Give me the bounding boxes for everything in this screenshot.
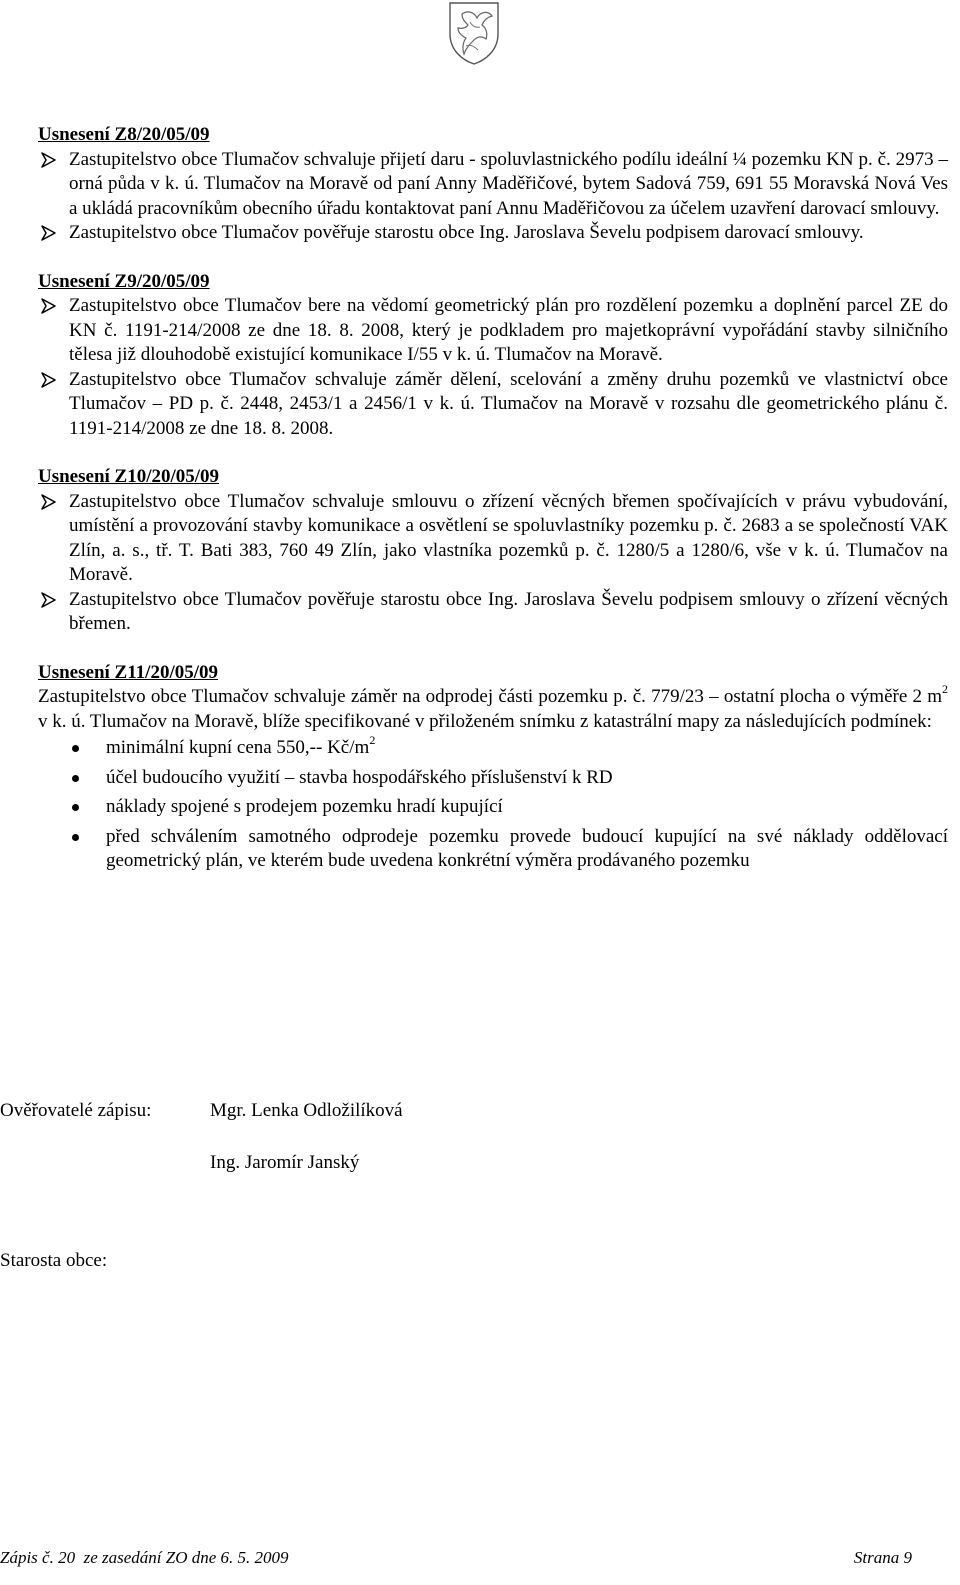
list-item — [38, 766, 948, 791]
arrow-bullet-icon — [38, 368, 62, 392]
mayor-label: Starosta obce: — [0, 1250, 108, 1271]
conditions-list — [38, 732, 948, 874]
resolution-heading: Usnesení Z9/20/05/09 — [38, 270, 210, 292]
resolution-item — [38, 588, 948, 637]
resolution-z8 — [38, 123, 948, 246]
resolution-item-text: Zastupitelstvo obce Tlumačov schvaluje smlouvu o zřízení věcných břemen spočívajících v právu vybudování, umístění a provozování stavby komunikace a osvětlení se spoluvlastníky pozemku p. č. 2683 a se společností VAK Zlín, a. s., tř. T. Bati 383, 760 49 Zlín, jako vlastníka pozemků p. č. 1280/5 a 1280/6, vše v k. ú. Tlumačov na Moravě. — [69, 490, 948, 585]
footer-minutes-info: Zápis č. 20 ze zasedání ZO dne 6. 5. 2009 — [0, 1548, 289, 1567]
resolution-heading: Usnesení Z8/20/05/09 — [38, 124, 210, 145]
verifier-name: Mgr. Lenka Odložilíková — [210, 1100, 403, 1121]
bullet-dot-icon — [72, 775, 79, 782]
bullet-dot-icon — [72, 745, 79, 752]
bullet-dot-icon — [72, 804, 79, 811]
arrow-bullet-icon — [38, 294, 62, 318]
arrow-bullet-icon — [38, 221, 62, 245]
arrow-bullet-icon — [38, 490, 62, 514]
resolution-item — [38, 148, 948, 222]
arrow-bullet-icon — [38, 588, 62, 612]
list-item — [38, 825, 948, 874]
resolution-item-text: Zastupitelstvo obce Tlumačov pověřuje starostu obce Ing. Jaroslava Ševelu podpisem smlouvy o zřízení věcných břemen. — [69, 588, 948, 634]
paragraph-text-a: Zastupitelstvo obce Tlumačov schvaluje záměr na odprodej části pozemku p. č. 779/23 – ostatní plocha o výměře 2 m — [38, 686, 942, 707]
paragraph-text-b: v k. ú. Tlumačov na Moravě, blíže specifikované v přiloženém snímku z katastrální mapy za následujících podmínek: — [38, 710, 932, 732]
superscript: 2 — [942, 681, 948, 696]
list-item — [38, 795, 948, 820]
coat-of-arms-logo — [444, 0, 504, 66]
resolution-z9 — [38, 270, 948, 442]
resolution-z10 — [38, 465, 948, 637]
resolution-item — [38, 368, 948, 442]
resolution-item-text: Zastupitelstvo obce Tlumačov bere na vědomí geometrický plán pro rozdělení pozemku a doplnění parcel ZE do KN č. 1191-214/2008 ze dne 18. 8. 2008, který je podkladem pro majetkoprávní vypořádání stavby silničního tělesa již dlouhodobě existující komunikace I/55 v k. ú. Tlumačov na Moravě. — [69, 295, 948, 365]
resolution-item — [38, 294, 948, 368]
resolution-item-text: Zastupitelstvo obce Tlumačov schvaluje záměr dělení, scelování a změny druhu pozemků ve vlastnictví obce Tlumačov – PD p. č. 2448, 2453/1 a 2456/1 v k. ú. Tlumačov na Moravě v rozsahu dle geometrického plánu č. 1191-214/2008 ze dne 18. 8. 2008. — [69, 368, 948, 439]
list-item-text: náklady spojené s prodejem pozemku hradí kupující — [106, 796, 503, 817]
arrow-bullet-icon — [38, 148, 62, 172]
verifier-name: Ing. Jaromír Janský — [210, 1152, 360, 1173]
list-item-text: minimální kupní cena 550,-- Kč/m — [106, 737, 370, 758]
resolution-paragraph — [38, 681, 948, 734]
resolution-item-text: Zastupitelstvo obce Tlumačov pověřuje starostu obce Ing. Jaroslava Ševelu podpisem darovací smlouvy. — [69, 222, 864, 243]
list-item-text: účel budoucího využití – stavba hospodářského příslušenství k RD — [106, 766, 613, 788]
resolution-item — [38, 221, 948, 246]
resolution-item — [38, 490, 948, 588]
footer-page-number: Strana 9 — [853, 1548, 912, 1567]
bullet-dot-icon — [72, 834, 79, 841]
superscript: 2 — [369, 732, 376, 747]
document-body — [38, 123, 948, 898]
resolution-z11 — [38, 661, 948, 874]
resolution-heading: Usnesení Z10/20/05/09 — [38, 466, 220, 487]
verifiers-label: Ověřovatelé zápisu: — [0, 1100, 152, 1121]
resolution-heading: Usnesení Z11/20/05/09 — [38, 661, 218, 683]
list-item — [38, 732, 948, 761]
list-item-text: před schválením samotného odprodeje pozemku provede budoucí kupující na své náklady oddělovací geometrický plán, ve kterém bude uvedena konkrétní výměra prodávaného pozemku — [106, 825, 948, 871]
resolution-item-text: Zastupitelstvo obce Tlumačov schvaluje přijetí daru - spoluvlastnického podílu ideální ¼ pozemku KN p. č. 2973 – orná půda v k. ú. Tlumačov na Moravě od paní Anny Maděřičové, bytem Sadová 759, 691 55 Moravská Nová Ves a ukládá pracovníkům obecního úřadu kontaktovat paní Annu Maděřičovou za účelem uzavření darovací smlouvy. — [69, 148, 948, 219]
